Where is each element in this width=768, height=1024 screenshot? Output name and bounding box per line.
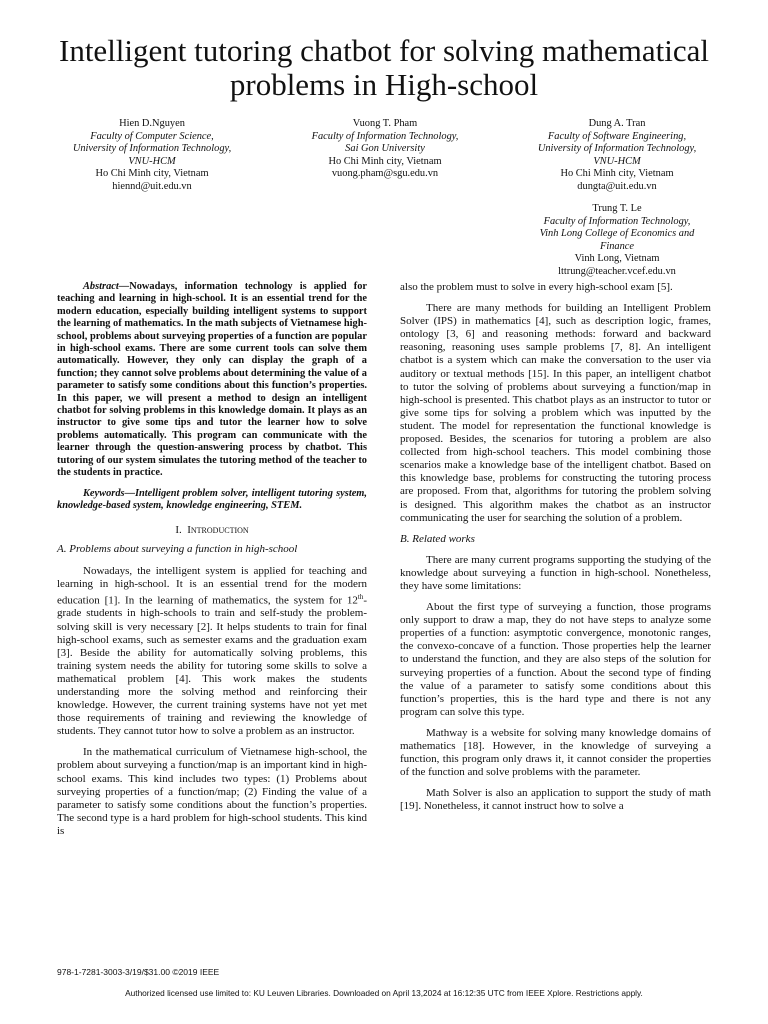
author-affiliation: Sai Gon University [345, 143, 425, 155]
author-affiliation: VNU-HCM [128, 155, 176, 167]
author-name: Hien D.Nguyen [119, 118, 185, 129]
author-affiliation: Vinh Long College of Economics and [539, 228, 695, 240]
keywords-text: Intelligent problem solver, intelligent tutoring system, knowledge-based system, knowledge engineering, STEM. [57, 487, 367, 511]
author-block-1 [52, 118, 252, 194]
subsection-heading-b: B. Related works [400, 532, 475, 545]
author-email: lttrung@teacher.vcef.edu.vn [558, 265, 676, 277]
author-affiliation: Faculty of Software Engineering, [547, 130, 687, 142]
author-email: vuong.pham@sgu.edu.vn [331, 168, 439, 180]
author-affiliation: Faculty of Information Technology, [543, 215, 691, 227]
paragraph: also the problem must to solve in every high-school exam [5]. [400, 281, 673, 293]
author-location: Ho Chi Minh city, Vietnam [95, 168, 209, 180]
paragraph-text: Nowadays, the intelligent system is applied for teaching and learning in high-school. It is an essential trend for the modern education [1]. In the learning of mathematics, the system for 12 [57, 564, 367, 607]
author-location: Vinh Long, Vietnam [574, 253, 660, 265]
author-affiliation: University of Information Technology, [537, 143, 697, 155]
author-name: Dung A. Tran [588, 118, 646, 129]
author-affiliation: Faculty of Information Technology, [311, 130, 459, 142]
paragraph: Math Solver is also an application to support the study of math [19]. Nonetheless, it cannot instruct how to solve a [400, 787, 711, 813]
keywords [57, 488, 367, 513]
author-affiliation: VNU-HCM [593, 155, 641, 167]
paragraph: About the first type of surveying a function, those programs only support to draw a map, they do not have steps to analyze some properties of a function: asymptotic convergence, monotonic ranges, the convexo-concave of a function. Those properties help the learner to understand the function, and they are also steps of the solution for surveying properties of a function. About the second type of finding the value of a parameter to satisfy some conditions about this function’s properties, this is the hard type and there is not any program can solve this type. [400, 601, 711, 718]
author-affiliation: University of Information Technology, [72, 143, 232, 155]
paragraph-text: -grade students in high-schools to train and self-study the problem-solving skill is very necessary [2]. It helps students to train for final high-school exams, such as semester exams and the graduation exam [3]. Beside the ability for automatically solving problems, this training system needs the ability for tutoring some skills to solve a mathematical problem [4]. This work makes the students understanding more the solving method and reinforcing their knowledge. However, the current training systems have not yet met those requirements of training and reviewing the knowledge of students. They cannot tutor how to solve a problem as an instructor. [57, 594, 367, 738]
abstract [57, 281, 367, 480]
author-block-4 [517, 203, 717, 279]
paragraph: Mathway is a website for solving many knowledge domains of mathematics [18]. However, in the knowledge of surveying a function, this program only draws it, it cannot consider the properties of the function and solve problems with the parameter. [400, 726, 711, 779]
paragraph: There are many current programs supporting the studying of the knowledge about surveying a function in high-school. Nonetheless, they have some limitations: [400, 553, 711, 592]
section-number: I. [175, 524, 182, 537]
author-location: Ho Chi Minh city, Vietnam [560, 168, 674, 180]
keywords-label: Keywords— [83, 487, 135, 499]
author-email: hiennd@uit.edu.vn [112, 180, 192, 192]
paragraph: There are many methods for building an Intelligent Problem Solver (IPS) in mathematics [4], such as description logic, frames, ontology [3, 6] and reasoning methods: forward and backward reasoning, reasoning uses sample problems [7, 8]. An intelligent chatbot is a system which can make the conversation to the user via auditory or textual methods [15]. In this paper, an intelligent chatbot to tutor the solving of problems about surveying a function/map in high-school is presented. This chatbot plays as an instructor to tutor or give some tips for solving a problem which was inputted by the student. The model for representation the functional knowledge is proposed. Besides, the scenarios for tutoring a problem are also collected from high-school teachers. This model combining those scenarios make a knowledge base of the intelligent chatbot. Based on this knowledge base, problems for constructing the tutoring process are proposed. From that, algorithms for tutoring the problem solving is designed. This algorithm makes the chatbot as an instructor communicating the user for searching the solution of a problem. [400, 302, 711, 524]
author-block-2 [285, 118, 485, 181]
footer-copyright: 978-1-7281-3003-3/19/$31.00 ©2019 IEEE [57, 967, 220, 977]
author-affiliation: Faculty of Computer Science, [90, 130, 214, 142]
author-block-3 [517, 118, 717, 194]
paragraph: In the mathematical curriculum of Vietnamese high-school, the problem about surveying a function/map is an important kind in high-school exams. This kind includes two types: (1) Problems about surveying properties of a function/map; (2) Finding the value of a parameter to satisfy some conditions about the function’s properties. The second type is a hard problem for high-school students. This kind is [57, 746, 367, 837]
section-heading-introduction [57, 524, 367, 537]
abstract-label: Abstract— [83, 281, 130, 292]
author-name: Vuong T. Pham [352, 118, 418, 129]
abstract-text: Nowadays, information technology is applied for teaching and learning in high-school. It is an essential trend for the modern education, especially building intelligent systems to support the learning of mathematics. In the math subjects of Vietnamese high-school, problems about surveying properties of a function are popular in high-school exams. There are some current tools can solve them automatically. However, they only can display the graph of a function; they cannot solve problems about determining the value of a parameter to satisfy some conditions about this function’s properties. In this paper, we will present a method to design an intelligent chatbot for solving problems in this knowledge domain. It plays as an instructor to give some tips and tutor the learner how to solve problems automatically. This program can communicate with the learner through the question-answering process by chatbot. This tutoring of our system simulates the tutoring method of the teacher to the students in practice. [57, 281, 367, 479]
author-email: dungta@uit.edu.vn [577, 180, 657, 192]
author-location: Ho Chi Minh city, Vietnam [328, 155, 442, 167]
superscript: th [357, 592, 364, 601]
left-column [57, 281, 367, 846]
author-name: Trung T. Le [592, 203, 642, 214]
right-column [400, 281, 711, 821]
subsection-heading-a: A. Problems about surveying a function in high-school [57, 543, 298, 556]
paper-title: Intelligent tutoring chatbot for solving mathematical problems in High-school [59, 33, 709, 102]
paragraph [57, 565, 367, 739]
section-title: Introduction [187, 524, 249, 537]
author-affiliation: Finance [599, 240, 635, 252]
footer-license-notice: Authorized licensed use limited to: KU Leuven Libraries. Downloaded on April 13,2024 at 16:12:35 UTC from IEEE Xplore. Restrictions apply. [125, 988, 643, 998]
